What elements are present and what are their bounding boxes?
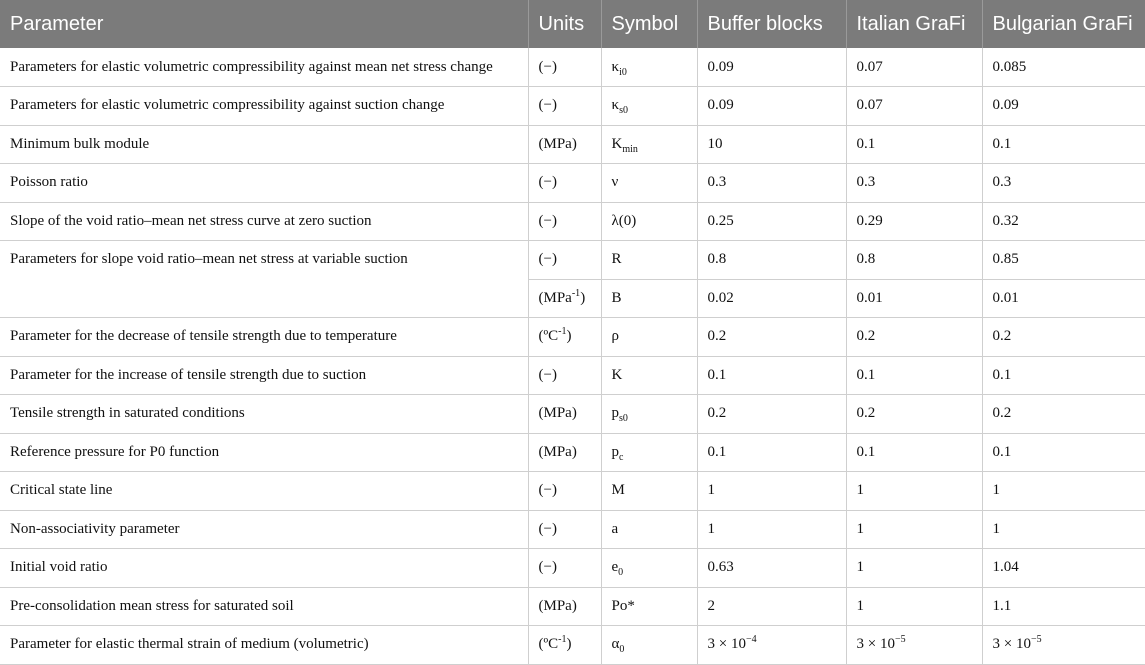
cell-units-base: (ºC xyxy=(538,328,559,345)
cell-parameter: Parameters for elastic volumetric compressibility against mean net stress change xyxy=(0,48,528,87)
table-row xyxy=(0,318,1145,357)
cell-symbol xyxy=(601,510,697,549)
cell-units-tail: ) xyxy=(580,289,586,306)
cell-symbol-subscript: 0 xyxy=(619,644,625,656)
cell-symbol-base: K xyxy=(611,135,623,152)
cell-buffer-blocks: 1 xyxy=(697,510,846,549)
table-row xyxy=(0,87,1145,126)
cell-italian-grafi: 1 xyxy=(846,587,982,626)
cell-bulgarian-grafi: 0.09 xyxy=(982,87,1145,126)
cell-italian-grafi: 0.29 xyxy=(846,202,982,241)
cell-italian-grafi-superscript: −5 xyxy=(894,634,906,646)
cell-parameter: Poisson ratio xyxy=(0,164,528,203)
cell-units-tail: ) xyxy=(566,636,572,653)
cell-parameter: Initial void ratio xyxy=(0,549,528,588)
cell-buffer-blocks: 2 xyxy=(697,587,846,626)
table-row xyxy=(0,202,1145,241)
cell-buffer-blocks: 0.1 xyxy=(697,356,846,395)
cell-buffer-blocks: 0.09 xyxy=(697,87,846,126)
cell-parameter: Parameter for the decrease of tensile strength due to temperature xyxy=(0,318,528,357)
cell-symbol xyxy=(601,202,697,241)
cell-bulgarian-grafi: 0.32 xyxy=(982,202,1145,241)
table-row xyxy=(0,626,1145,665)
cell-bulgarian-grafi: 1 xyxy=(982,472,1145,511)
cell-symbol-base: α xyxy=(611,636,620,653)
cell-italian-grafi: 0.01 xyxy=(846,279,982,318)
cell-units: (−) xyxy=(528,356,601,395)
cell-bulgarian-grafi: 1.04 xyxy=(982,549,1145,588)
cell-units xyxy=(528,626,601,665)
cell-units xyxy=(528,279,601,318)
header-parameter: Parameter xyxy=(0,0,528,48)
cell-symbol xyxy=(601,549,697,588)
cell-symbol-base: ν xyxy=(611,174,619,191)
cell-symbol-base: M xyxy=(611,482,625,499)
cell-symbol-base: κ xyxy=(611,58,620,75)
cell-symbol xyxy=(601,626,697,665)
cell-units: (MPa) xyxy=(528,125,601,164)
cell-units: (MPa) xyxy=(528,587,601,626)
cell-symbol-base: p xyxy=(611,443,619,460)
cell-symbol-subscript: s0 xyxy=(619,105,628,117)
cell-bulgarian-grafi: 0.1 xyxy=(982,356,1145,395)
cell-italian-grafi: 0.1 xyxy=(846,433,982,472)
cell-units: (−) xyxy=(528,202,601,241)
cell-symbol-subscript: s0 xyxy=(619,413,628,425)
table-row xyxy=(0,433,1145,472)
cell-units: (−) xyxy=(528,241,601,280)
cell-units-superscript: -1 xyxy=(558,326,567,338)
cell-bulgarian-grafi xyxy=(982,626,1145,665)
cell-italian-grafi: 0.2 xyxy=(846,318,982,357)
cell-symbol-base: ρ xyxy=(611,328,619,345)
cell-symbol-base: λ(0) xyxy=(611,212,637,229)
table-row xyxy=(0,164,1145,203)
cell-parameter: Parameters for slope void ratio–mean net stress at variable suction xyxy=(0,241,528,318)
cell-units: (−) xyxy=(528,510,601,549)
header-symbol: Symbol xyxy=(601,0,697,48)
cell-parameter: Parameters for elastic volumetric compressibility against suction change xyxy=(0,87,528,126)
cell-italian-grafi xyxy=(846,626,982,665)
cell-symbol xyxy=(601,48,697,87)
cell-symbol xyxy=(601,433,697,472)
cell-symbol-base: κ xyxy=(611,97,620,114)
cell-symbol-base: R xyxy=(611,251,622,268)
header-italian-grafi: Italian GraFi xyxy=(846,0,982,48)
cell-units: (MPa) xyxy=(528,395,601,434)
table-row xyxy=(0,472,1145,511)
cell-symbol-base: Po* xyxy=(611,597,635,614)
cell-symbol xyxy=(601,241,697,280)
cell-parameter: Reference pressure for P0 function xyxy=(0,433,528,472)
cell-bulgarian-grafi: 0.85 xyxy=(982,241,1145,280)
cell-italian-grafi: 1 xyxy=(846,510,982,549)
cell-parameter: Parameter for elastic thermal strain of medium (volumetric) xyxy=(0,626,528,665)
cell-units: (−) xyxy=(528,48,601,87)
table-body xyxy=(0,48,1145,664)
cell-buffer-blocks: 0.8 xyxy=(697,241,846,280)
cell-symbol-base: p xyxy=(611,405,619,422)
cell-bulgarian-grafi-base: 3 × 10 xyxy=(992,636,1031,653)
cell-buffer-blocks: 10 xyxy=(697,125,846,164)
cell-units-base: (ºC xyxy=(538,636,559,653)
cell-symbol xyxy=(601,125,697,164)
cell-buffer-blocks: 0.63 xyxy=(697,549,846,588)
cell-buffer-blocks-base: 3 × 10 xyxy=(707,636,746,653)
cell-symbol-base: K xyxy=(611,366,623,383)
cell-units: (−) xyxy=(528,549,601,588)
cell-buffer-blocks: 0.25 xyxy=(697,202,846,241)
cell-italian-grafi: 0.2 xyxy=(846,395,982,434)
cell-italian-grafi: 0.3 xyxy=(846,164,982,203)
cell-units-superscript: -1 xyxy=(571,287,581,299)
cell-symbol-base: a xyxy=(611,520,619,537)
cell-parameter: Slope of the void ratio–mean net stress curve at zero suction xyxy=(0,202,528,241)
cell-units-base: (MPa xyxy=(538,289,572,306)
table-row xyxy=(0,241,1145,280)
table-row xyxy=(0,356,1145,395)
cell-symbol xyxy=(601,395,697,434)
cell-symbol xyxy=(601,279,697,318)
cell-units: (−) xyxy=(528,87,601,126)
cell-buffer-blocks: 0.2 xyxy=(697,318,846,357)
table-row xyxy=(0,395,1145,434)
cell-units xyxy=(528,318,601,357)
cell-buffer-blocks: 0.09 xyxy=(697,48,846,87)
cell-parameter: Minimum bulk module xyxy=(0,125,528,164)
header-units: Units xyxy=(528,0,601,48)
cell-italian-grafi: 0.07 xyxy=(846,48,982,87)
cell-bulgarian-grafi: 1 xyxy=(982,510,1145,549)
cell-bulgarian-grafi: 1.1 xyxy=(982,587,1145,626)
cell-symbol-base: B xyxy=(611,289,622,306)
cell-parameter: Tensile strength in saturated conditions xyxy=(0,395,528,434)
cell-units: (MPa) xyxy=(528,433,601,472)
cell-italian-grafi: 1 xyxy=(846,549,982,588)
cell-italian-grafi: 0.1 xyxy=(846,356,982,395)
cell-symbol-base: e xyxy=(611,559,619,576)
cell-symbol xyxy=(601,87,697,126)
header-buffer-blocks: Buffer blocks xyxy=(697,0,846,48)
cell-italian-grafi: 0.8 xyxy=(846,241,982,280)
cell-bulgarian-grafi: 0.1 xyxy=(982,125,1145,164)
cell-symbol-subscript: c xyxy=(619,451,624,463)
cell-units-tail: ) xyxy=(566,328,572,345)
cell-symbol xyxy=(601,356,697,395)
cell-parameter: Critical state line xyxy=(0,472,528,511)
cell-symbol-subscript: 0 xyxy=(618,567,624,579)
cell-bulgarian-grafi: 0.01 xyxy=(982,279,1145,318)
cell-parameter: Pre-consolidation mean stress for saturated soil xyxy=(0,587,528,626)
cell-bulgarian-grafi: 0.085 xyxy=(982,48,1145,87)
cell-italian-grafi: 0.07 xyxy=(846,87,982,126)
header-bulgarian-grafi: Bulgarian GraFi xyxy=(982,0,1145,48)
cell-bulgarian-grafi-superscript: −5 xyxy=(1030,634,1042,646)
table-row xyxy=(0,510,1145,549)
cell-units: (−) xyxy=(528,164,601,203)
cell-bulgarian-grafi: 0.3 xyxy=(982,164,1145,203)
cell-buffer-blocks xyxy=(697,626,846,665)
cell-units: (−) xyxy=(528,472,601,511)
table-row xyxy=(0,125,1145,164)
cell-symbol-subscript: min xyxy=(622,143,638,155)
cell-bulgarian-grafi: 0.2 xyxy=(982,395,1145,434)
cell-symbol xyxy=(601,587,697,626)
cell-bulgarian-grafi: 0.1 xyxy=(982,433,1145,472)
cell-units-superscript: -1 xyxy=(558,634,567,646)
header-row xyxy=(0,0,1145,48)
table-row xyxy=(0,587,1145,626)
cell-symbol xyxy=(601,318,697,357)
cell-buffer-blocks-superscript: −4 xyxy=(745,634,757,646)
cell-parameter: Non-associativity parameter xyxy=(0,510,528,549)
cell-buffer-blocks: 0.2 xyxy=(697,395,846,434)
table-row xyxy=(0,549,1145,588)
cell-italian-grafi-base: 3 × 10 xyxy=(856,636,895,653)
cell-symbol xyxy=(601,472,697,511)
cell-symbol xyxy=(601,164,697,203)
cell-italian-grafi: 1 xyxy=(846,472,982,511)
cell-symbol-subscript: i0 xyxy=(619,66,627,78)
cell-parameter: Parameter for the increase of tensile strength due to suction xyxy=(0,356,528,395)
cell-buffer-blocks: 0.02 xyxy=(697,279,846,318)
cell-buffer-blocks: 0.1 xyxy=(697,433,846,472)
cell-bulgarian-grafi: 0.2 xyxy=(982,318,1145,357)
cell-italian-grafi: 0.1 xyxy=(846,125,982,164)
cell-buffer-blocks: 0.3 xyxy=(697,164,846,203)
table-row xyxy=(0,48,1145,87)
cell-buffer-blocks: 1 xyxy=(697,472,846,511)
